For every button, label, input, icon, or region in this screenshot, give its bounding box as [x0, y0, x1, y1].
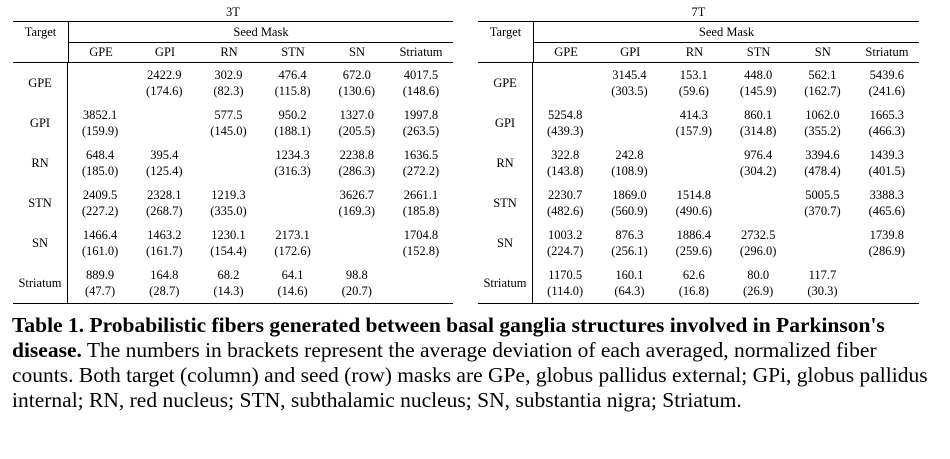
cell-deviation: (439.3): [546, 124, 584, 138]
table-cell: [726, 183, 790, 223]
table-cell: [132, 183, 196, 223]
cell-mean: 672.0: [342, 68, 371, 82]
table-cell: [533, 143, 597, 183]
table-cell: [68, 143, 132, 183]
table-cell: [662, 103, 726, 143]
cell-deviation: (241.6): [868, 84, 906, 98]
column-header: SN: [349, 45, 365, 59]
table-3t: [13, 4, 453, 304]
table-row: [13, 263, 453, 303]
cell-mean: 1003.2: [547, 228, 583, 242]
table-cell: [790, 183, 854, 223]
table-cell: [389, 63, 453, 103]
cell-deviation: (169.3): [338, 204, 375, 218]
table-cell: [261, 143, 325, 183]
cell-deviation: (205.5): [338, 124, 375, 138]
cell-deviation: (161.7): [146, 244, 183, 258]
column-header: GPI: [620, 45, 641, 59]
row-label: SN: [478, 223, 533, 263]
cell-mean: 1463.2: [147, 228, 182, 242]
column-header: RN: [220, 45, 238, 59]
cell-deviation: (114.0): [547, 284, 584, 298]
column-headers: [68, 43, 453, 62]
table-cell: [196, 183, 260, 223]
cell-mean: 3388.3: [869, 188, 904, 202]
cell-deviation: (115.8): [274, 84, 311, 98]
table-cell: [132, 223, 196, 263]
column-header: GPE: [89, 45, 113, 59]
cell-deviation: (152.8): [402, 244, 440, 258]
cell-deviation: (286.3): [338, 164, 375, 178]
column-header: RN: [685, 45, 704, 59]
table-cell: [196, 63, 260, 103]
cell-deviation: (30.3): [807, 284, 838, 298]
table-cell: [533, 63, 597, 103]
table-title: 7T: [691, 5, 706, 19]
cell-deviation: (482.6): [546, 204, 584, 218]
cell-deviation: (268.7): [146, 204, 183, 218]
table-cell: [662, 263, 726, 303]
table-row: [478, 183, 919, 223]
table-cell: [790, 103, 854, 143]
cell-mean: 476.4: [278, 68, 307, 82]
table-cell: [325, 143, 389, 183]
table-cell: [325, 103, 389, 143]
table-header: [478, 22, 919, 62]
cell-deviation: (16.8): [678, 284, 709, 298]
cell-mean: 448.0: [744, 68, 773, 82]
cell-mean: 1636.5: [403, 148, 439, 162]
cell-deviation: (227.2): [81, 204, 119, 218]
cell-mean: 950.2: [278, 108, 307, 122]
table-cell: [726, 103, 790, 143]
table-cell: [196, 103, 260, 143]
table-cell: [132, 143, 196, 183]
cell-mean: 1886.4: [676, 228, 711, 242]
table-cell: [597, 263, 661, 303]
cell-mean: 3626.7: [339, 188, 374, 202]
cell-mean: 976.4: [744, 148, 773, 162]
table-cell: [261, 183, 325, 223]
cell-mean: 2409.5: [82, 188, 118, 202]
cell-deviation: (370.7): [804, 204, 841, 218]
row-label: SN: [13, 223, 68, 263]
cell-deviation: (64.3): [614, 284, 645, 298]
cell-mean: 1665.3: [869, 108, 904, 122]
table-row: [478, 223, 919, 263]
table-cell: [389, 223, 453, 263]
cell-deviation: (272.2): [402, 164, 440, 178]
table-row: [478, 143, 919, 183]
cell-mean: 242.8: [615, 148, 644, 162]
table-row: [478, 103, 919, 143]
column-headers: [533, 43, 919, 62]
table-cell: [68, 103, 132, 143]
cell-mean: 117.7: [808, 268, 837, 282]
row-label: GPE: [478, 63, 533, 103]
table-row: [478, 263, 919, 303]
table-cell: [855, 63, 919, 103]
cell-deviation: (314.8): [739, 124, 777, 138]
cell-deviation: (296.0): [739, 244, 777, 258]
cell-deviation: (188.1): [274, 124, 311, 138]
cell-deviation: (355.2): [804, 124, 841, 138]
table-cell: [726, 223, 790, 263]
cell-deviation: (478.4): [804, 164, 841, 178]
cell-mean: 1704.8: [403, 228, 439, 242]
cell-deviation: (161.0): [81, 244, 119, 258]
caption-text: The numbers in brackets represent the average deviation of each averaged, normalized fiber counts. Both target (column) and seed (row) masks are GPe, globus pallidus external; GPi, globus pallidus internal; RN, red nucleus; STN, subthalamic nucleus; SN, substantia nigra; Striatum.: [12, 338, 928, 412]
table-cell: [726, 263, 790, 303]
table-cell: [389, 103, 453, 143]
table-cell: [261, 63, 325, 103]
table-cell: [790, 143, 854, 183]
table-cell: [132, 263, 196, 303]
table-cell: [261, 223, 325, 263]
table-cell: [533, 183, 597, 223]
table-cell: [855, 223, 919, 263]
cell-mean: 1170.5: [548, 268, 583, 282]
table-cell: [662, 183, 726, 223]
table-cell: [196, 143, 260, 183]
cell-deviation: (47.7): [84, 284, 116, 298]
cell-mean: 3394.6: [805, 148, 840, 162]
cell-deviation: (185.0): [81, 164, 119, 178]
cell-mean: 1466.4: [82, 228, 118, 242]
cell-mean: 1997.8: [403, 108, 439, 122]
cell-deviation: (28.7): [149, 284, 180, 298]
caption-title: Table 1. Probabilistic fibers generated between basal ganglia structures involved in Parkinson's disease.: [12, 313, 885, 362]
cell-mean: 4017.5: [403, 68, 439, 82]
table-row: [13, 63, 453, 103]
cell-deviation: (304.2): [739, 164, 777, 178]
table-cell: [132, 63, 196, 103]
table-cell: [68, 263, 132, 303]
cell-deviation: (224.7): [546, 244, 584, 258]
cell-mean: 1439.3: [869, 148, 904, 162]
cell-deviation: (143.8): [546, 164, 584, 178]
cell-mean: 5439.6: [869, 68, 904, 82]
cell-mean: 1869.0: [612, 188, 647, 202]
cell-mean: 1234.3: [275, 148, 310, 162]
table-row: [13, 223, 453, 263]
cell-mean: 164.8: [150, 268, 179, 282]
column-header: SN: [814, 45, 831, 59]
cell-mean: 302.9: [214, 68, 243, 82]
cell-deviation: (256.1): [611, 244, 648, 258]
cell-deviation: (174.6): [146, 84, 183, 98]
table-row: [13, 143, 453, 183]
table-cell: [662, 223, 726, 263]
column-header: STN: [281, 45, 305, 59]
cell-deviation: (259.6): [675, 244, 713, 258]
cell-mean: 64.1: [281, 268, 304, 282]
table-cell: [855, 143, 919, 183]
cell-mean: 2230.7: [547, 188, 583, 202]
table-cell: [597, 143, 661, 183]
cell-deviation: (108.9): [611, 164, 648, 178]
cell-mean: 1230.1: [211, 228, 246, 242]
table-cell: [389, 263, 453, 303]
cell-deviation: (82.3): [213, 84, 244, 98]
cell-deviation: (145.0): [210, 124, 247, 138]
table-cell: [325, 183, 389, 223]
cell-deviation: (490.6): [675, 204, 713, 218]
column-header: Striatum: [865, 45, 909, 59]
table-header: [13, 22, 453, 62]
cell-mean: 648.4: [86, 148, 115, 162]
table-cell: [790, 223, 854, 263]
cell-mean: 414.3: [679, 108, 708, 122]
row-label: GPI: [13, 103, 68, 143]
cell-deviation: (20.7): [341, 284, 372, 298]
cell-mean: 5005.5: [805, 188, 840, 202]
cell-mean: 1739.8: [869, 228, 904, 242]
cell-mean: 5254.8: [547, 108, 583, 122]
table-cell: [855, 263, 919, 303]
cell-mean: 889.9: [86, 268, 115, 282]
cell-deviation: (130.6): [338, 84, 375, 98]
table-cell: [325, 263, 389, 303]
cell-deviation: (335.0): [210, 204, 247, 218]
table-cell: [597, 183, 661, 223]
cell-deviation: (159.9): [81, 124, 119, 138]
table-cell: [68, 63, 132, 103]
cell-deviation: (14.3): [213, 284, 244, 298]
table-cell: [68, 183, 132, 223]
seed-mask-header: Seed Mask: [68, 22, 453, 43]
table-body: [13, 62, 453, 304]
table-cell: [325, 223, 389, 263]
target-header: Target: [489, 25, 522, 39]
row-label: GPI: [478, 103, 533, 143]
table-title: 3T: [226, 5, 240, 19]
cell-mean: 98.8: [345, 268, 368, 282]
table-cell: [196, 263, 260, 303]
table-cell: [662, 143, 726, 183]
cell-mean: 2328.1: [147, 188, 182, 202]
cell-mean: 876.3: [615, 228, 644, 242]
row-label: Striatum: [13, 263, 68, 303]
cell-deviation: (157.9): [675, 124, 713, 138]
cell-deviation: (14.6): [277, 284, 308, 298]
table-cell: [597, 223, 661, 263]
cell-mean: 62.6: [682, 268, 705, 282]
column-header: Striatum: [399, 45, 443, 59]
cell-deviation: (145.9): [739, 84, 777, 98]
cell-mean: 2173.1: [275, 228, 310, 242]
cell-deviation: (303.5): [611, 84, 648, 98]
row-label: STN: [13, 183, 68, 223]
table-caption: [12, 313, 942, 413]
cell-mean: 1514.8: [676, 188, 711, 202]
seed-mask-header: Seed Mask: [533, 22, 919, 43]
table-cell: [662, 63, 726, 103]
column-header: GPI: [154, 45, 176, 59]
cell-mean: 1062.0: [805, 108, 840, 122]
cell-deviation: (466.3): [868, 124, 906, 138]
cell-deviation: (162.7): [804, 84, 841, 98]
cell-mean: 80.0: [747, 268, 770, 282]
table-cell: [533, 223, 597, 263]
row-label: Striatum: [478, 263, 533, 303]
table-cell: [389, 183, 453, 223]
table-cell: [68, 223, 132, 263]
cell-mean: 2422.9: [147, 68, 182, 82]
cell-mean: 395.4: [150, 148, 179, 162]
row-label: GPE: [13, 63, 68, 103]
cell-deviation: (59.6): [678, 84, 709, 98]
column-header: GPE: [554, 45, 578, 59]
cell-mean: 2238.8: [339, 148, 374, 162]
table-cell: [855, 103, 919, 143]
table-cell: [533, 103, 597, 143]
target-header: Target: [24, 25, 57, 39]
table-cell: [855, 183, 919, 223]
table-7t: [478, 4, 919, 304]
table-row: [478, 63, 919, 103]
table-cell: [597, 103, 661, 143]
cell-mean: 577.5: [214, 108, 243, 122]
cell-deviation: (560.9): [611, 204, 648, 218]
cell-mean: 2661.1: [403, 188, 439, 202]
table-row: [13, 103, 453, 143]
cell-mean: 860.1: [744, 108, 773, 122]
table-cell: [325, 63, 389, 103]
table-cell: [132, 103, 196, 143]
cell-deviation: (26.9): [743, 284, 774, 298]
cell-mean: 3145.4: [612, 68, 647, 82]
cell-deviation: (154.4): [210, 244, 247, 258]
cell-deviation: (125.4): [146, 164, 183, 178]
cell-deviation: (148.6): [402, 84, 440, 98]
table-cell: [726, 143, 790, 183]
cell-mean: 160.1: [615, 268, 644, 282]
table-body: [478, 62, 919, 304]
row-label: STN: [478, 183, 533, 223]
cell-deviation: (286.9): [868, 244, 906, 258]
cell-deviation: (172.6): [274, 244, 311, 258]
table-cell: [196, 223, 260, 263]
table-cell: [790, 263, 854, 303]
cell-deviation: (316.3): [274, 164, 311, 178]
cell-mean: 2732.5: [740, 228, 776, 242]
cell-deviation: (263.5): [402, 124, 440, 138]
table-row: [13, 183, 453, 223]
table-cell: [726, 63, 790, 103]
table-cell: [261, 263, 325, 303]
cell-mean: 562.1: [808, 68, 837, 82]
table-cell: [533, 263, 597, 303]
table-cell: [389, 143, 453, 183]
table-cell: [261, 103, 325, 143]
row-label: RN: [13, 143, 68, 183]
cell-mean: 153.1: [679, 68, 708, 82]
cell-mean: 322.8: [551, 148, 580, 162]
cell-mean: 1327.0: [339, 108, 374, 122]
column-header: STN: [746, 45, 771, 59]
cell-mean: 68.2: [217, 268, 240, 282]
cell-mean: 1219.3: [211, 188, 246, 202]
table-cell: [597, 63, 661, 103]
cell-mean: 3852.1: [82, 108, 118, 122]
cell-deviation: (401.5): [868, 164, 906, 178]
cell-deviation: (185.8): [402, 204, 440, 218]
table-cell: [790, 63, 854, 103]
cell-deviation: (465.6): [868, 204, 906, 218]
row-label: RN: [478, 143, 533, 183]
